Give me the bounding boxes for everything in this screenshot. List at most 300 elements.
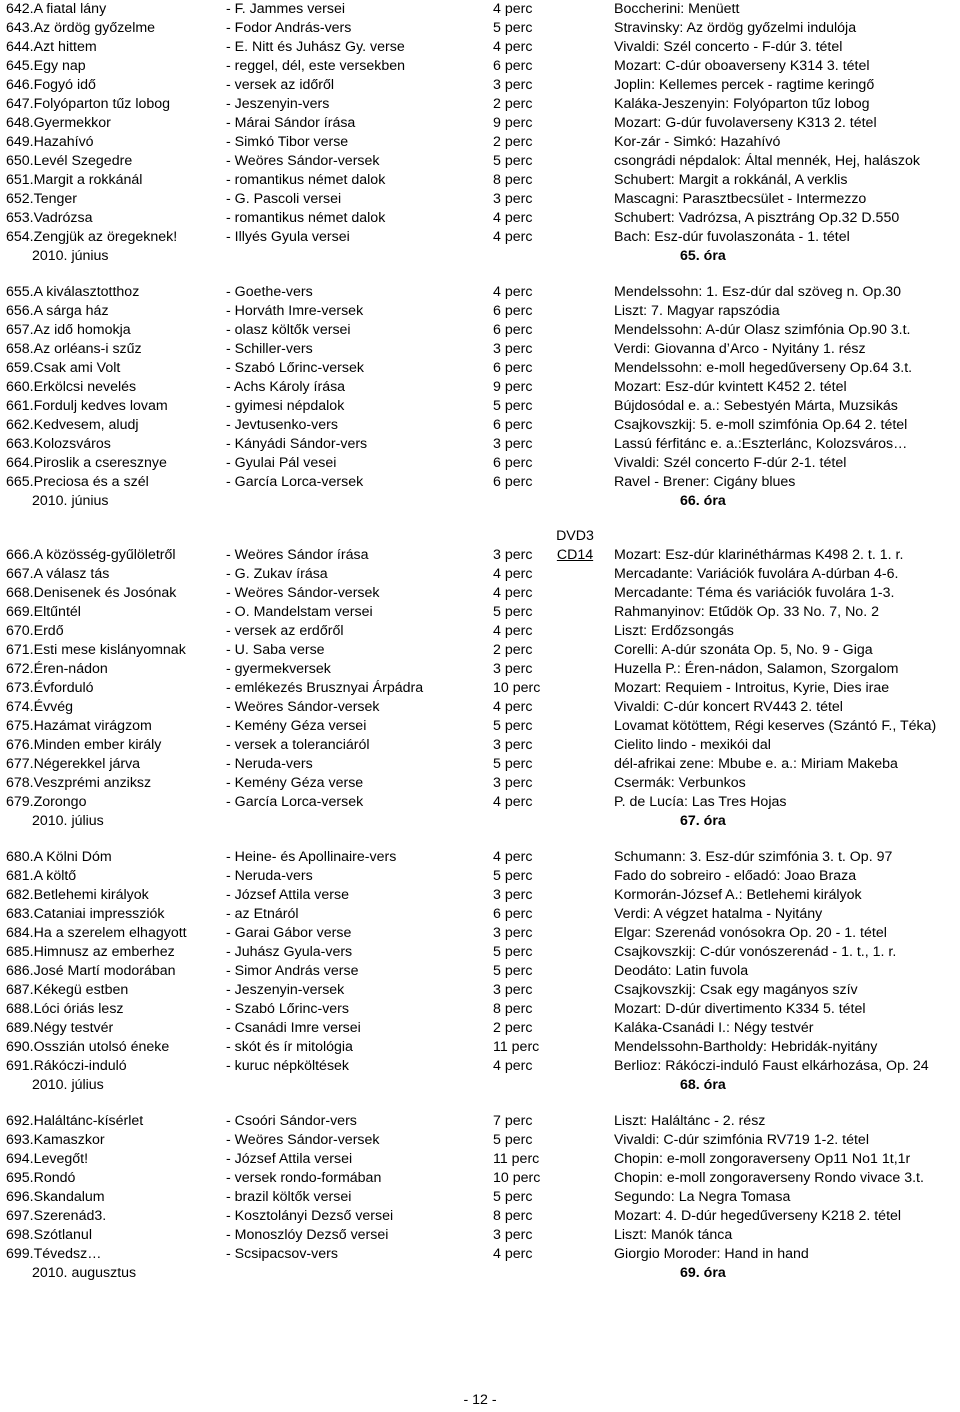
entry-duration: 4 perc bbox=[493, 849, 533, 865]
schedule-row bbox=[0, 190, 960, 209]
entry-poem-source: - Scsipacsov-vers bbox=[226, 1246, 338, 1262]
entry-music: Segundo: La Negra Tomasa bbox=[614, 1189, 791, 1205]
entry-title: 645.Egy nap bbox=[6, 58, 86, 74]
entry-duration: 3 perc bbox=[493, 775, 533, 791]
entry-title: 697.Szerenád3. bbox=[6, 1208, 107, 1224]
entry-duration: 10 perc bbox=[493, 680, 541, 696]
schedule-block bbox=[0, 1112, 960, 1283]
schedule-block bbox=[0, 546, 960, 831]
entry-poem-source: - versek rondo-formában bbox=[226, 1170, 382, 1186]
schedule-row bbox=[0, 57, 960, 76]
entry-music: Verdi: Giovanna d’Arco - Nyitány 1. rész bbox=[614, 341, 866, 357]
entry-music: Ravel - Brener: Cigány blues bbox=[614, 474, 796, 490]
dvd-label-line2: CD14 bbox=[556, 547, 594, 563]
entry-duration: 3 perc bbox=[493, 547, 533, 563]
entry-duration: 3 perc bbox=[493, 982, 533, 998]
block-footer-row bbox=[0, 1264, 960, 1283]
entry-poem-source: - García Lorca-versek bbox=[226, 474, 364, 490]
entry-duration: 4 perc bbox=[493, 1058, 533, 1074]
entry-title: 692.Haláltánc-kísérlet bbox=[6, 1113, 144, 1129]
entry-music: Chopin: e-moll zongoraverseny Rondo vivace 3.t. bbox=[614, 1170, 924, 1186]
entry-music: Mozart: C-dúr oboaverseny K314 3. tétel bbox=[614, 58, 870, 74]
entry-poem-source: - romantikus német dalok bbox=[226, 210, 386, 226]
entry-title: 689.Négy testvér bbox=[6, 1020, 114, 1036]
entry-duration: 6 perc bbox=[493, 417, 533, 433]
entry-title: 653.Vadrózsa bbox=[6, 210, 93, 226]
schedule-row bbox=[0, 340, 960, 359]
entry-title: 683.Cataniai impressziók bbox=[6, 906, 165, 922]
schedule-row bbox=[0, 622, 960, 641]
entry-poem-source: - emlékezés Brusznyai Árpádra bbox=[226, 680, 424, 696]
block-date: 2010. június bbox=[32, 248, 109, 264]
schedule-row bbox=[0, 1000, 960, 1019]
block-hour: 69. óra bbox=[680, 1265, 726, 1281]
entry-title: 677.Négerekkel járva bbox=[6, 756, 141, 772]
entry-music: Csajkovszkij: Csak egy magányos szív bbox=[614, 982, 858, 998]
entry-duration: 4 perc bbox=[493, 229, 533, 245]
block-footer-row bbox=[0, 247, 960, 266]
entry-duration: 2 perc bbox=[493, 1020, 533, 1036]
schedule-row bbox=[0, 981, 960, 1000]
entry-music: Rahmanyinov: Etűdök Op. 33 No. 7, No. 2 bbox=[614, 604, 879, 620]
entry-music: Lassú férfitánc e. a.:Eszterlánc, Kolozsváros… bbox=[614, 436, 908, 452]
entry-poem-source: - brazil költők versei bbox=[226, 1189, 352, 1205]
entry-poem-source: - G. Zukav írása bbox=[226, 566, 328, 582]
block-date: 2010. augusztus bbox=[32, 1265, 137, 1281]
schedule-row bbox=[0, 76, 960, 95]
entry-duration: 3 perc bbox=[493, 925, 533, 941]
entry-poem-source: - Csanádi Imre versei bbox=[226, 1020, 361, 1036]
entry-title: 671.Esti mese kislányomnak bbox=[6, 642, 186, 658]
entry-title: 657.Az idő homokja bbox=[6, 322, 131, 338]
entry-title: 661.Fordulj kedves lovam bbox=[6, 398, 168, 414]
entry-poem-source: - O. Mandelstam versei bbox=[226, 604, 373, 620]
entry-duration: 11 perc bbox=[493, 1151, 540, 1167]
entry-title: 670.Erdő bbox=[6, 623, 64, 639]
entry-poem-source: - Jeszenyin-versek bbox=[226, 982, 345, 998]
entry-poem-source: - García Lorca-versek bbox=[226, 794, 364, 810]
schedule-row bbox=[0, 454, 960, 473]
entry-music: Verdi: A végzet hatalma - Nyitány bbox=[614, 906, 823, 922]
entry-title: 659.Csak ami Volt bbox=[6, 360, 121, 376]
entry-poem-source: - Neruda-vers bbox=[226, 756, 313, 772]
entry-duration: 4 perc bbox=[493, 623, 533, 639]
schedule-block bbox=[0, 283, 960, 511]
entry-poem-source: - Achs Károly írása bbox=[226, 379, 346, 395]
entry-title: 654.Zengjük az öregeknek! bbox=[6, 229, 178, 245]
entry-music: Schubert: Vadrózsa, A pisztráng Op.32 D.550 bbox=[614, 210, 900, 226]
entry-duration: 5 perc bbox=[493, 944, 533, 960]
entry-duration: 3 perc bbox=[493, 661, 533, 677]
schedule-row bbox=[0, 1245, 960, 1264]
entry-duration: 6 perc bbox=[493, 322, 533, 338]
schedule-row bbox=[0, 603, 960, 622]
schedule-row bbox=[0, 924, 960, 943]
block-date: 2010. július bbox=[32, 1077, 104, 1093]
entry-title: 681.A költő bbox=[6, 868, 77, 884]
entry-title: 684.Ha a szerelem elhagyott bbox=[6, 925, 187, 941]
entry-music: Stravinsky: Az ördög győzelmi indulója bbox=[614, 20, 857, 36]
entry-poem-source: - József Attila versei bbox=[226, 1151, 353, 1167]
entry-music: Elgar: Szerenád vonósokra Op. 20 - 1. tétel bbox=[614, 925, 887, 941]
block-date: 2010. július bbox=[32, 813, 104, 829]
entry-poem-source: - Szabó Lőrinc-vers bbox=[226, 1001, 350, 1017]
entry-duration: 2 perc bbox=[493, 642, 533, 658]
entry-duration: 4 perc bbox=[493, 585, 533, 601]
block-hour: 66. óra bbox=[680, 493, 726, 509]
entry-title: 665.Preciosa és a szél bbox=[6, 474, 149, 490]
entry-poem-source: - József Attila verse bbox=[226, 887, 350, 903]
entry-music: Fado do sobreiro - előadó: Joao Braza bbox=[614, 868, 857, 884]
entry-title: 644.Azt hittem bbox=[6, 39, 97, 55]
entry-duration: 6 perc bbox=[493, 360, 533, 376]
schedule-row bbox=[0, 848, 960, 867]
entry-duration: 5 perc bbox=[493, 153, 533, 169]
entry-music: Mozart: Esz-dúr klarinéthármas K498 2. t. 1. r. bbox=[614, 547, 904, 563]
entry-poem-source: - Kányádi Sándor-vers bbox=[226, 436, 368, 452]
schedule-row bbox=[0, 943, 960, 962]
block-date: 2010. június bbox=[32, 493, 109, 509]
entry-duration: 3 perc bbox=[493, 1227, 533, 1243]
entry-title: 666.A közösség-gyűlöletről bbox=[6, 547, 176, 563]
entry-duration: 3 perc bbox=[493, 436, 533, 452]
entry-title: 646.Fogyó idő bbox=[6, 77, 96, 93]
schedule-row bbox=[0, 1057, 960, 1076]
schedule-row bbox=[0, 114, 960, 133]
entry-duration: 5 perc bbox=[493, 868, 533, 884]
entry-poem-source: - Gyulai Pál vesei bbox=[226, 455, 337, 471]
schedule-row bbox=[0, 283, 960, 302]
entry-duration: 4 perc bbox=[493, 794, 533, 810]
entry-duration: 2 perc bbox=[493, 96, 533, 112]
entry-poem-source: - Weöres Sándor-versek bbox=[226, 1132, 380, 1148]
entry-title: 651.Margit a rokkánál bbox=[6, 172, 143, 188]
entry-title: 662.Kedvesem, aludj bbox=[6, 417, 139, 433]
entry-poem-source: - olasz költők versei bbox=[226, 322, 351, 338]
entry-duration: 2 perc bbox=[493, 134, 533, 150]
entry-duration: 6 perc bbox=[493, 455, 533, 471]
entry-music: Bújdosódal e. a.: Sebestyén Márta, Muzsikás bbox=[614, 398, 898, 414]
schedule-row bbox=[0, 546, 960, 565]
schedule-row bbox=[0, 679, 960, 698]
entry-music: Vivaldi: Szél concerto F-dúr 2-1. tétel bbox=[614, 455, 847, 471]
entry-music: Giorgio Moroder: Hand in hand bbox=[614, 1246, 809, 1262]
entry-duration: 5 perc bbox=[493, 1132, 533, 1148]
entry-music: Mercadante: Variációk fuvolára A-dúrban 4-6. bbox=[614, 566, 899, 582]
entry-title: 650.Levél Szegedre bbox=[6, 153, 133, 169]
entry-poem-source: - versek az időről bbox=[226, 77, 335, 93]
entry-title: 649.Hazahívó bbox=[6, 134, 94, 150]
entry-duration: 4 perc bbox=[493, 39, 533, 55]
entry-title: 675.Hazámat virágzom bbox=[6, 718, 152, 734]
entry-poem-source: - Neruda-vers bbox=[226, 868, 313, 884]
schedule-row bbox=[0, 152, 960, 171]
entry-duration: 8 perc bbox=[493, 1001, 533, 1017]
schedule-row bbox=[0, 717, 960, 736]
entry-duration: 11 perc bbox=[493, 1039, 540, 1055]
entry-title: 699.Tévedsz… bbox=[6, 1246, 102, 1262]
entry-music: Boccherini: Menüett bbox=[614, 1, 740, 17]
schedule-row bbox=[0, 1112, 960, 1131]
entry-title: 676.Minden ember király bbox=[6, 737, 162, 753]
entry-music: Vivaldi: Szél concerto - F-dúr 3. tétel bbox=[614, 39, 843, 55]
entry-title: 682.Betlehemi királyok bbox=[6, 887, 149, 903]
entry-music: Cielito lindo - mexikói dal bbox=[614, 737, 771, 753]
entry-duration: 5 perc bbox=[493, 1189, 533, 1205]
entry-title: 648.Gyermekkor bbox=[6, 115, 111, 131]
entry-music: P. de Lucía: Las Tres Hojas bbox=[614, 794, 787, 810]
schedule-row bbox=[0, 1226, 960, 1245]
entry-duration: 3 perc bbox=[493, 341, 533, 357]
entry-title: 679.Zorongo bbox=[6, 794, 87, 810]
block-footer-row bbox=[0, 492, 960, 511]
entry-duration: 3 perc bbox=[493, 887, 533, 903]
entry-duration: 4 perc bbox=[493, 210, 533, 226]
entry-music: Csajkovszkij: C-dúr vonószerenád - 1. t., 1. r. bbox=[614, 944, 897, 960]
entry-poem-source: - Weöres Sándor-versek bbox=[226, 153, 380, 169]
entry-title: 664.Piroslik a cseresznye bbox=[6, 455, 167, 471]
entry-duration: 6 perc bbox=[493, 58, 533, 74]
schedule-row bbox=[0, 359, 960, 378]
entry-poem-source: - Garai Gábor verse bbox=[226, 925, 352, 941]
entry-music: Kormorán-József A.: Betlehemi királyok bbox=[614, 887, 862, 903]
block-hour: 65. óra bbox=[680, 248, 726, 264]
entry-music: Csermák: Verbunkos bbox=[614, 775, 746, 791]
schedule-row bbox=[0, 473, 960, 492]
entry-music: Berlioz: Rákóczi-induló Faust elkárhozása, Op. 24 bbox=[614, 1058, 929, 1074]
entry-duration: 6 perc bbox=[493, 474, 533, 490]
entry-duration: 8 perc bbox=[493, 1208, 533, 1224]
entry-poem-source: - Fodor András-vers bbox=[226, 20, 352, 36]
entry-music: Liszt: Manók tánca bbox=[614, 1227, 733, 1243]
entry-music: Bach: Esz-dúr fuvolaszonáta - 1. tétel bbox=[614, 229, 850, 245]
entry-music: dél-afrikai zene: Mbube e. a.: Miriam Makeba bbox=[614, 756, 898, 772]
schedule-row bbox=[0, 641, 960, 660]
entry-poem-source: - Heine- és Apollinaire-vers bbox=[226, 849, 397, 865]
entry-title: 674.Évvég bbox=[6, 699, 74, 715]
entry-poem-source: - Schiller-vers bbox=[226, 341, 313, 357]
schedule-block bbox=[0, 848, 960, 1095]
entry-music: Csajkovszkij: 5. e-moll szimfónia Op.64 2. tétel bbox=[614, 417, 908, 433]
schedule-row bbox=[0, 321, 960, 340]
dvd-label-line1: DVD3 bbox=[556, 528, 594, 544]
entry-poem-source: - versek a toleranciáról bbox=[226, 737, 370, 753]
entry-duration: 9 perc bbox=[493, 379, 533, 395]
entry-poem-source: - Csoóri Sándor-vers bbox=[226, 1113, 357, 1129]
entry-title: 698.Szótlanul bbox=[6, 1227, 92, 1243]
schedule-row bbox=[0, 209, 960, 228]
entry-title: 656.A sárga ház bbox=[6, 303, 109, 319]
schedule-row bbox=[0, 584, 960, 603]
entry-music: Chopin: e-moll zongoraverseny Op11 No1 1t,1r bbox=[614, 1151, 911, 1167]
entry-poem-source: - Illyés Gyula versei bbox=[226, 229, 350, 245]
schedule-row bbox=[0, 0, 960, 19]
entry-poem-source: - Kemény Géza versei bbox=[226, 718, 367, 734]
schedule-row bbox=[0, 19, 960, 38]
schedule-block bbox=[0, 0, 960, 266]
entry-music: csongrádi népdalok: Által mennék, Hej, halászok bbox=[614, 153, 920, 169]
entry-title: 686.José Martí modorában bbox=[6, 963, 176, 979]
entry-title: 643.Az ördög győzelme bbox=[6, 20, 156, 36]
entry-poem-source: - Goethe-vers bbox=[226, 284, 313, 300]
entry-title: 685.Himnusz az emberhez bbox=[6, 944, 175, 960]
entry-title: 652.Tenger bbox=[6, 191, 77, 207]
schedule-row bbox=[0, 435, 960, 454]
entry-music: Mendelssohn: 1. Esz-dúr dal szöveg n. Op.30 bbox=[614, 284, 902, 300]
schedule-row bbox=[0, 378, 960, 397]
entry-title: 693.Kamaszkor bbox=[6, 1132, 105, 1148]
entry-music: Mendelssohn: A-dúr Olasz szimfónia Op.90 3.t. bbox=[614, 322, 911, 338]
schedule-row bbox=[0, 397, 960, 416]
entry-title: 672.Éren-nádon bbox=[6, 661, 108, 677]
entry-title: 669.Eltűntél bbox=[6, 604, 81, 620]
entry-music: Mercadante: Téma és variációk fuvolára 1-3. bbox=[614, 585, 895, 601]
schedule-row bbox=[0, 774, 960, 793]
schedule-row bbox=[0, 565, 960, 584]
schedule-row bbox=[0, 1150, 960, 1169]
entry-title: 663.Kolozsváros bbox=[6, 436, 111, 452]
entry-duration: 6 perc bbox=[493, 906, 533, 922]
entry-title: 655.A kiválasztotthoz bbox=[6, 284, 140, 300]
entry-music: Liszt: 7. Magyar rapszódia bbox=[614, 303, 780, 319]
entry-music: Mozart: 4. D-dúr hegedűverseny K218 2. tétel bbox=[614, 1208, 902, 1224]
entry-title: 667.A válasz tás bbox=[6, 566, 110, 582]
entry-title: 673.Évforduló bbox=[6, 680, 94, 696]
block-hour: 68. óra bbox=[680, 1077, 726, 1093]
schedule-row bbox=[0, 905, 960, 924]
entry-music: Kaláka-Jeszenyin: Folyóparton tűz lobog bbox=[614, 96, 870, 112]
entry-title: 687.Kékegü estben bbox=[6, 982, 129, 998]
block-hour: 67. óra bbox=[680, 813, 726, 829]
schedule-row bbox=[0, 755, 960, 774]
entry-duration: 10 perc bbox=[493, 1170, 541, 1186]
entry-music: Lovamat kötöttem, Régi keserves (Szántó F., Téka) bbox=[614, 718, 937, 734]
entry-music: Mozart: D-dúr divertimento K334 5. tétel bbox=[614, 1001, 866, 1017]
entry-duration: 3 perc bbox=[493, 191, 533, 207]
schedule-row bbox=[0, 416, 960, 435]
entry-duration: 5 perc bbox=[493, 20, 533, 36]
entry-poem-source: - kuruc népköltések bbox=[226, 1058, 350, 1074]
entry-poem-source: - gyimesi népdalok bbox=[226, 398, 345, 414]
entry-music: Mendelssohn: e-moll hegedűverseny Op.64 3.t. bbox=[614, 360, 913, 376]
entry-title: 658.Az orléans-i szűz bbox=[6, 341, 142, 357]
block-footer-row bbox=[0, 1076, 960, 1095]
entry-title: 690.Osszián utolsó éneke bbox=[6, 1039, 170, 1055]
schedule-row bbox=[0, 1038, 960, 1057]
entry-music: Kaláka-Csanádi I.: Négy testvér bbox=[614, 1020, 814, 1036]
entry-poem-source: - versek az erdőről bbox=[226, 623, 344, 639]
entry-title: 694.Levegőt! bbox=[6, 1151, 89, 1167]
entry-music: Mozart: Esz-dúr kvintett K452 2. tétel bbox=[614, 379, 847, 395]
schedule-row bbox=[0, 1169, 960, 1188]
entry-duration: 9 perc bbox=[493, 115, 533, 131]
schedule-row bbox=[0, 228, 960, 247]
schedule-row bbox=[0, 171, 960, 190]
entry-poem-source: - Horváth Imre-versek bbox=[226, 303, 364, 319]
entry-poem-source: - Szabó Lőrinc-versek bbox=[226, 360, 364, 376]
entry-music: Mozart: G-dúr fuvolaverseny K313 2. tétel bbox=[614, 115, 877, 131]
entry-poem-source: - Weöres Sándor-versek bbox=[226, 585, 380, 601]
schedule-row bbox=[0, 962, 960, 981]
entry-music: Huzella P.: Éren-nádon, Salamon, Szorgalom bbox=[614, 661, 899, 677]
entry-duration: 4 perc bbox=[493, 566, 533, 582]
schedule-row bbox=[0, 1131, 960, 1150]
entry-music: Vivaldi: C-dúr koncert RV443 2. tétel bbox=[614, 699, 843, 715]
entry-poem-source: - romantikus német dalok bbox=[226, 172, 386, 188]
entry-title: 688.Lóci óriás lesz bbox=[6, 1001, 124, 1017]
entry-music: Mendelssohn-Bartholdy: Hebridák-nyitány bbox=[614, 1039, 878, 1055]
entry-title: 647.Folyóparton tűz lobog bbox=[6, 96, 171, 112]
schedule-row bbox=[0, 660, 960, 679]
entry-duration: 5 perc bbox=[493, 604, 533, 620]
entry-poem-source: - Monoszlóy Dezső versei bbox=[226, 1227, 389, 1243]
entry-title: 660.Erkölcsi nevelés bbox=[6, 379, 137, 395]
entry-duration: 5 perc bbox=[493, 756, 533, 772]
schedule-row bbox=[0, 867, 960, 886]
schedule-row bbox=[0, 95, 960, 114]
entry-poem-source: - E. Nitt és Juhász Gy. verse bbox=[226, 39, 405, 55]
entry-title: 642.A fiatal lány bbox=[6, 1, 107, 17]
entry-duration: 3 perc bbox=[493, 77, 533, 93]
entry-title: 696.Skandalum bbox=[6, 1189, 105, 1205]
entry-poem-source: - Jevtusenko-vers bbox=[226, 417, 338, 433]
schedule-row bbox=[0, 1188, 960, 1207]
entry-poem-source: - U. Saba verse bbox=[226, 642, 325, 658]
entry-poem-source: - skót és ír mitológia bbox=[226, 1039, 353, 1055]
schedule-row bbox=[0, 38, 960, 57]
entry-duration: 4 perc bbox=[493, 1, 533, 17]
entry-poem-source: - gyermekversek bbox=[226, 661, 331, 677]
entry-music: Mascagni: Parasztbecsület - Intermezzo bbox=[614, 191, 867, 207]
entry-poem-source: - Simkó Tibor verse bbox=[226, 134, 349, 150]
entry-music: Schumann: 3. Esz-dúr szimfónia 3. t. Op. 97 bbox=[614, 849, 893, 865]
entry-music: Joplin: Kellemes percek - ragtime keringő bbox=[614, 77, 875, 93]
schedule-row bbox=[0, 302, 960, 321]
entry-duration: 6 perc bbox=[493, 303, 533, 319]
entry-music: Vivaldi: C-dúr szimfónia RV719 1-2. tétel bbox=[614, 1132, 869, 1148]
schedule-row bbox=[0, 1207, 960, 1226]
entry-poem-source: - reggel, dél, este versekben bbox=[226, 58, 406, 74]
entry-duration: 4 perc bbox=[493, 284, 533, 300]
schedule-row bbox=[0, 736, 960, 755]
entry-music: Liszt: Haláltánc - 2. rész bbox=[614, 1113, 766, 1129]
entry-music: Kor-zár - Simkó: Hazahívó bbox=[614, 134, 781, 150]
entry-poem-source: - Kosztolányi Dezső versei bbox=[226, 1208, 394, 1224]
entry-poem-source: - Simor András verse bbox=[226, 963, 359, 979]
entry-title: 695.Rondó bbox=[6, 1170, 76, 1186]
entry-music: Liszt: Erdőzsongás bbox=[614, 623, 734, 639]
entry-duration: 7 perc bbox=[493, 1113, 533, 1129]
schedule-row bbox=[0, 1019, 960, 1038]
entry-music: Corelli: A-dúr szonáta Op. 5, No. 9 - Giga bbox=[614, 642, 873, 658]
dvd-label bbox=[540, 527, 610, 565]
entry-music: Mozart: Requiem - Introitus, Kyrie, Dies irae bbox=[614, 680, 890, 696]
entry-duration: 5 perc bbox=[493, 718, 533, 734]
entry-poem-source: - Jeszenyin-vers bbox=[226, 96, 330, 112]
schedule-row bbox=[0, 793, 960, 812]
entry-duration: 8 perc bbox=[493, 172, 533, 188]
entry-duration: 5 perc bbox=[493, 398, 533, 414]
entry-title: 668.Denisenek és Josónak bbox=[6, 585, 177, 601]
entry-title: 680.A Kölni Dóm bbox=[6, 849, 112, 865]
entry-poem-source: - F. Jammes versei bbox=[226, 1, 346, 17]
entry-poem-source: - G. Pascoli versei bbox=[226, 191, 342, 207]
entry-poem-source: - Márai Sándor írása bbox=[226, 115, 356, 131]
schedule-row bbox=[0, 886, 960, 905]
entry-poem-source: - az Etnáról bbox=[226, 906, 299, 922]
entry-music: Schubert: Margit a rokkánál, A verklis bbox=[614, 172, 848, 188]
page-number: - 12 - bbox=[463, 1392, 497, 1408]
